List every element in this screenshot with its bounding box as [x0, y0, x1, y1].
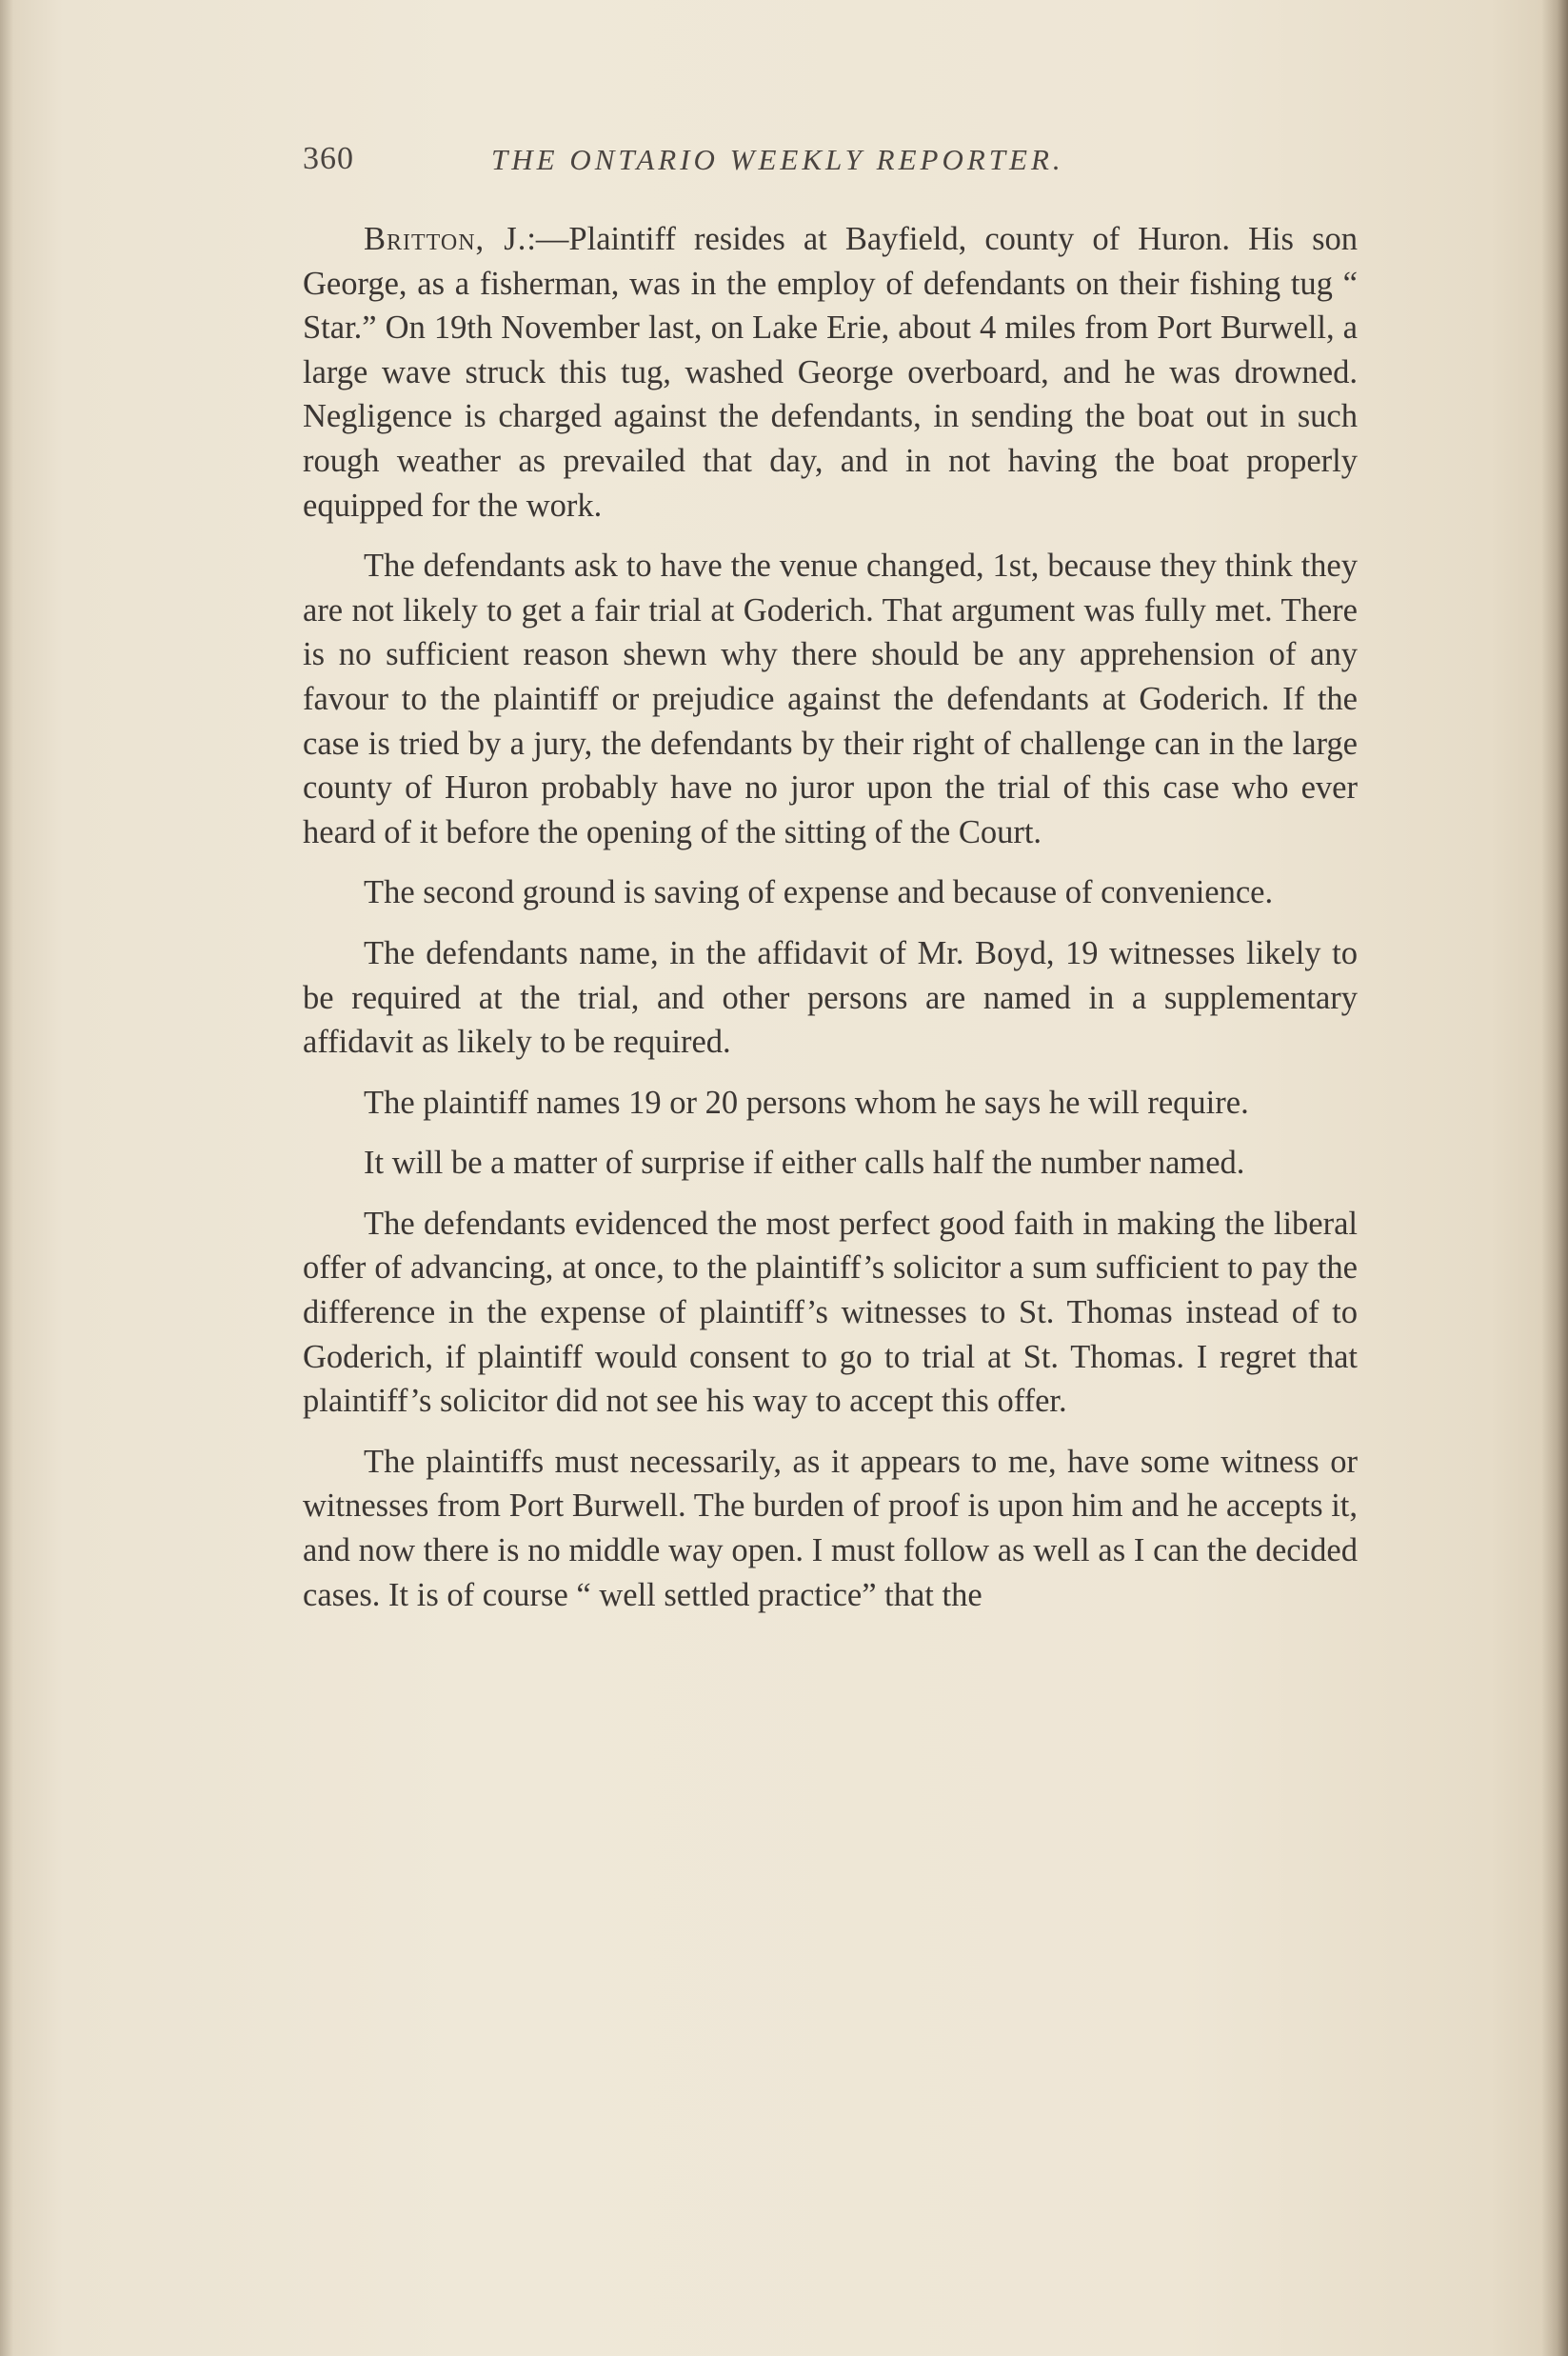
page-left-edge — [0, 0, 13, 2356]
paragraph: The defendants evidenced the most perfect good faith in making the liberal offer of advancing, at once, to the plaintiff’s solicitor a sum sufficient to pay the difference in the expense of plaintiff’s witnesses to St. Thomas instead of to Goderich, if plaintiff would consent to go to trial at St. Thomas. I regret that plaintiff’s solicitor did not see his way to accept this offer. — [303, 1205, 1358, 1420]
paragraph: The defendants ask to have the venue changed, 1st, because they think they are not likely to get a fair trial at Goderich. That argument was fully met. There is no sufficient reason shewn why there should be any apprehension of any favour to the plaintiff or prejudice against the defendants at Goderich. If the case is tried by a jury, the defendants by their right of challenge can in the large county of Huron probably have no juror upon the trial of this case who ever heard of it before the opening of the sitting of the Court. — [303, 548, 1358, 850]
binding-shadow — [1541, 0, 1568, 2356]
paragraph: The plaintiff names 19 or 20 persons whom he says he will require. — [364, 1084, 1249, 1121]
running-title: THE ONTARIO WEEKLY REPORTER. — [491, 143, 1064, 176]
paragraph: The plaintiffs must necessarily, as it appears to me, have some witness or witnesses from Port Burwell. The burden of proof is upon him and he accepts it, and now there is no middle way open. I must follow as well as I can the decided cases. It is of course “ well settled practice” that the — [303, 1443, 1358, 1613]
paragraph: The defendants name, in the affidavit of Mr. Boyd, 19 witnesses likely to be required at the trial, and other persons are named in a supplementary affidavit as likely to be required. — [303, 934, 1358, 1061]
body-text — [303, 217, 1358, 1633]
paragraph-text: :—Plaintiff resides at Bayfield, county of Huron. His son George, as a fisherman, was in the employ of defendants on their fishing tug “ Star.” On 19th November last, on Lake Erie, about 4 miles from Port Burwell, a large wave struck this tug, washed George overboard, and he was drowned. Negligence is charged against the defendants, in sending the boat out in such rough weather as prevailed that day, and in not having the boat properly equipped for the work. — [303, 221, 1358, 524]
paragraph: The second ground is saving of expense and because of convenience. — [364, 874, 1274, 911]
paragraph: It will be a matter of surprise if either calls half the number named. — [364, 1145, 1245, 1182]
paragraph — [303, 217, 1358, 528]
page-number: 360 — [303, 141, 354, 176]
judge-name: Britton, J. — [364, 221, 527, 257]
page-header — [303, 141, 1369, 189]
